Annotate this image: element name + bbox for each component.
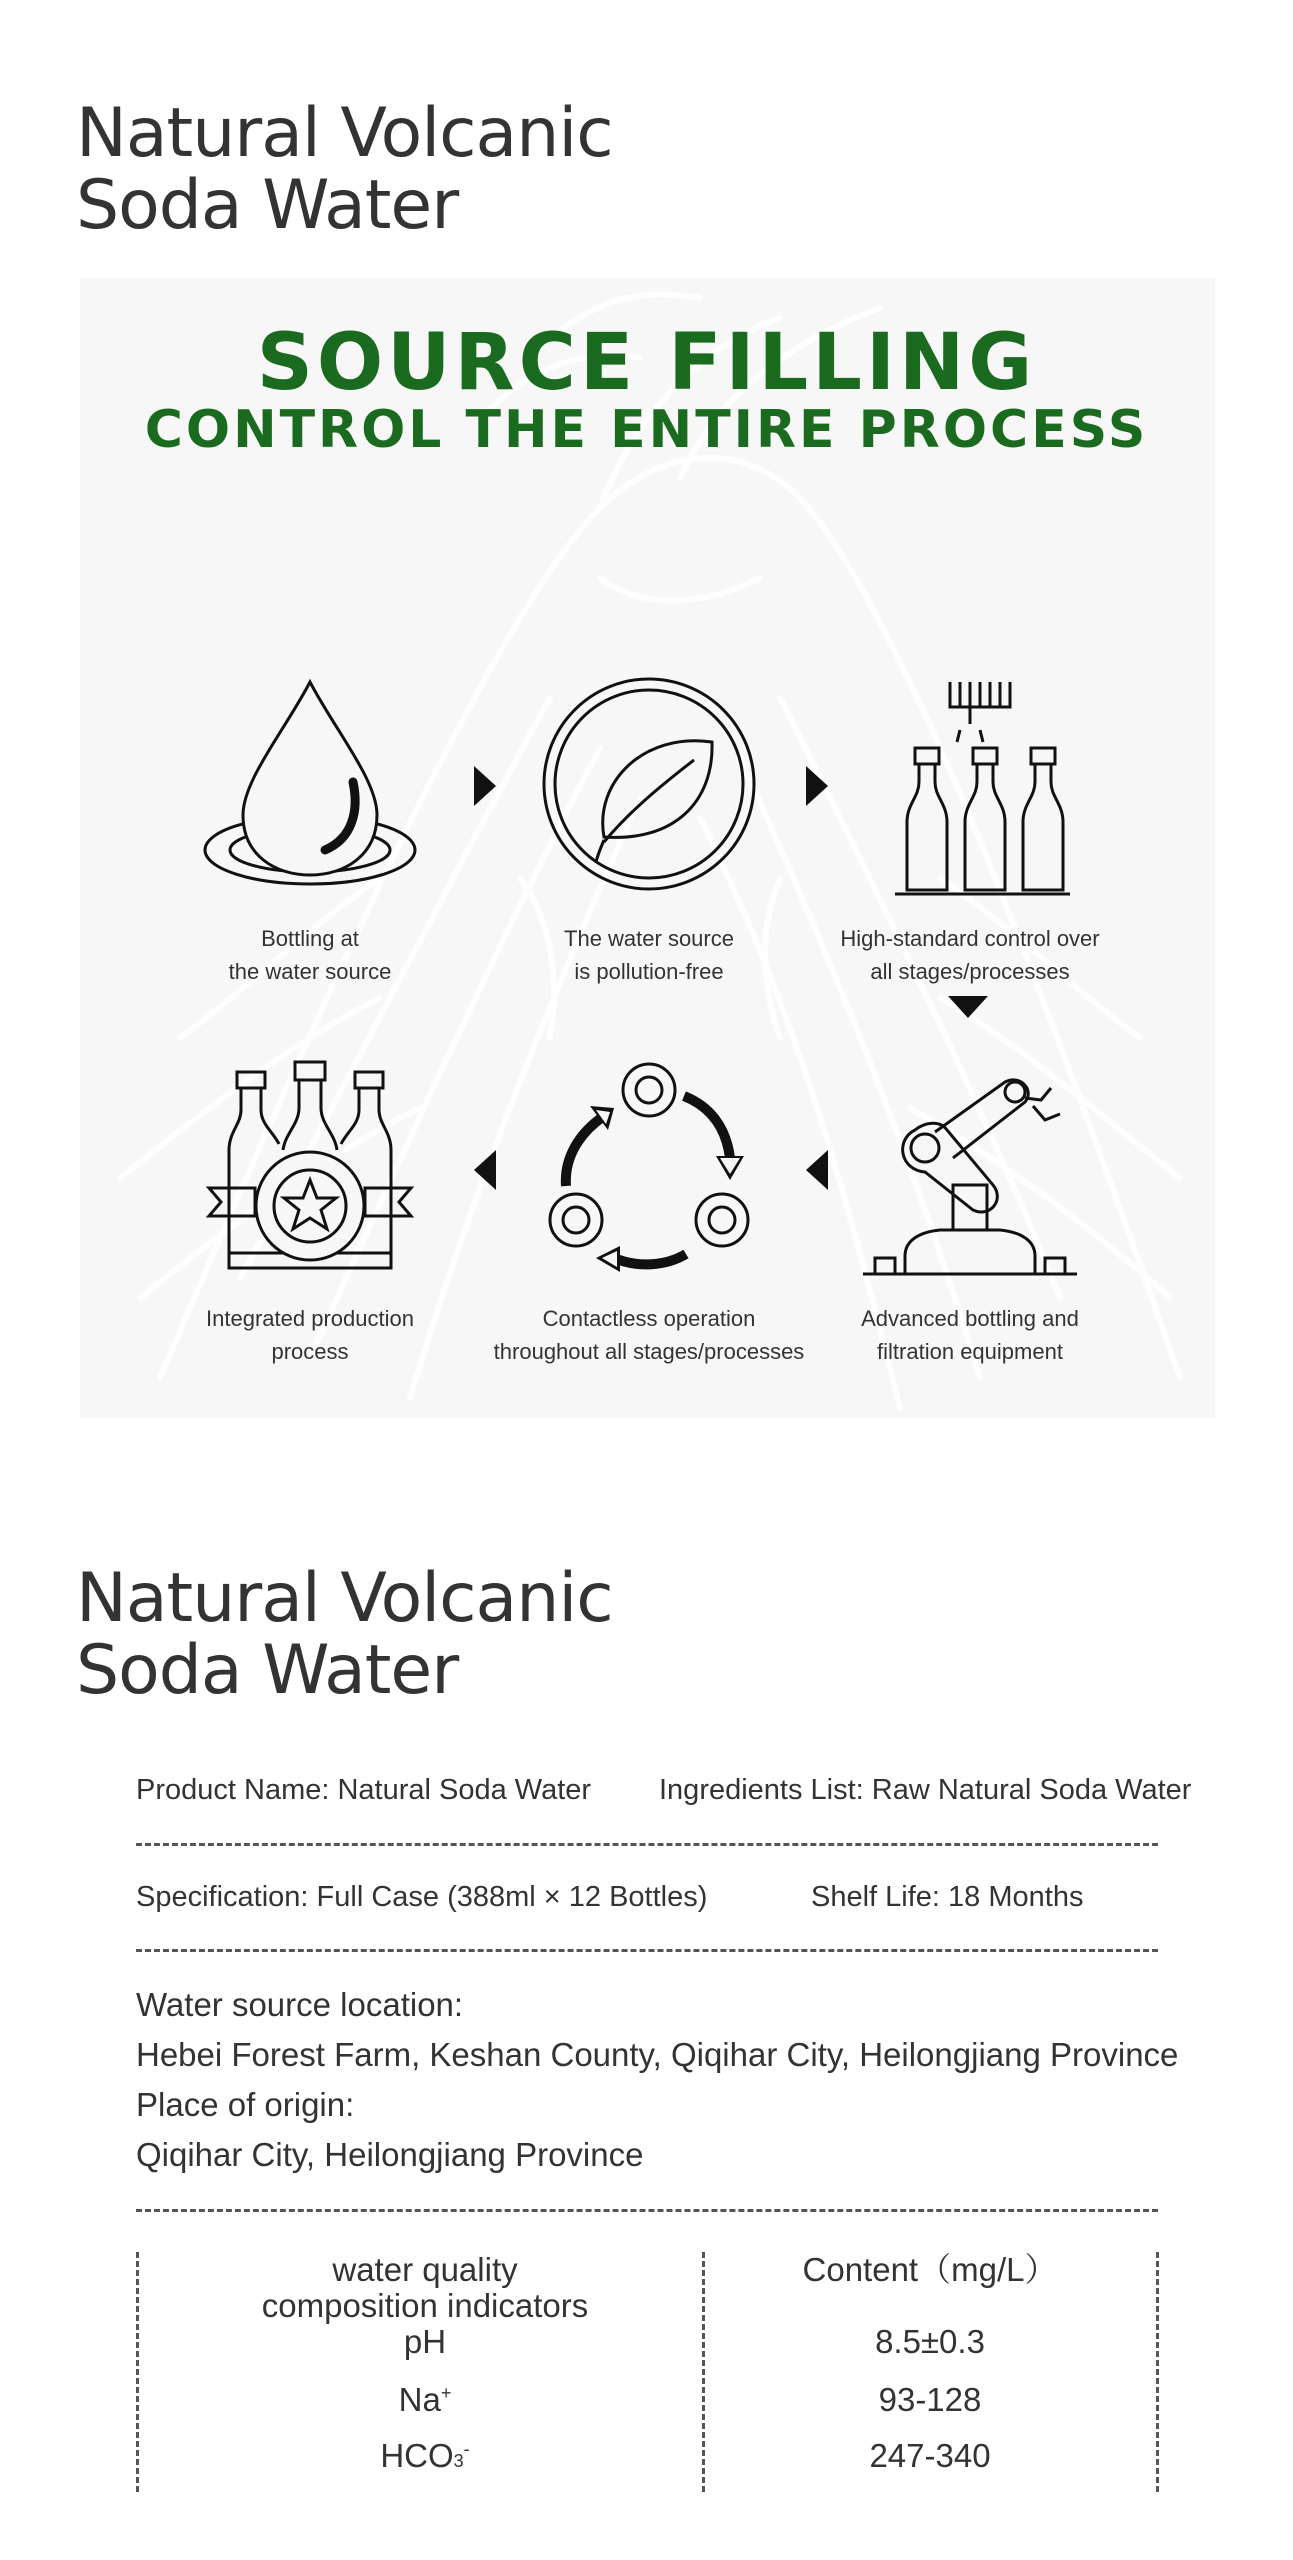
flow-arrow-right (474, 766, 496, 806)
table-header-content: Content（mg/L） (802, 2251, 1058, 2288)
robot-arm-icon (855, 1060, 1085, 1280)
flow-arrow-right (806, 766, 828, 806)
step-high-standard-control (790, 672, 1150, 988)
header-line: water quality (332, 2251, 518, 2288)
indicator-name: HCO (380, 2437, 454, 2474)
water-source-label: Water source location: (136, 1986, 464, 2023)
heading-line: Natural Volcanic (76, 1559, 613, 1638)
step-integrated-production (130, 1058, 490, 1368)
divider (136, 1843, 1158, 1846)
hero-subtitle: CONTROL THE ENTIRE PROCESS (144, 400, 1149, 460)
table-row-indicator (150, 2438, 700, 2479)
award-bottles-icon (195, 1058, 425, 1280)
indicator-name: Na (398, 2381, 441, 2418)
page-heading-top (76, 94, 613, 245)
origin-value: Qiqihar City, Heilongjiang Province (136, 2136, 644, 2173)
divider (136, 1949, 1158, 1952)
table-row-value: 93-128 (878, 2381, 982, 2418)
divider (136, 2209, 1158, 2212)
origin-label: Place of origin: (136, 2086, 355, 2123)
table-row-indicator (150, 2324, 700, 2360)
flow-arrow-left (474, 1150, 496, 1190)
step-label: Contactless operation throughout all stages/processes (493, 1306, 805, 1364)
flow-arrow-down (948, 996, 988, 1018)
step-label: Bottling at the water source (228, 926, 392, 984)
product-name: Product Name: Natural Soda Water (136, 1774, 592, 1806)
indicator-subscript: 3 (453, 2451, 464, 2471)
step-label: High-standard control over all stages/processes (840, 926, 1100, 984)
flow-arrow-left (806, 1150, 828, 1190)
water-source-value: Hebei Forest Farm, Keshan County, Qiqihar City, Heilongjiang Province (136, 2036, 1179, 2073)
step-label: The water source is pollution-free (564, 926, 734, 984)
source-info (136, 1980, 1178, 2180)
water-drop-icon (195, 670, 425, 900)
heading-line: Soda Water (76, 1631, 459, 1710)
table-row-indicator (150, 2382, 700, 2418)
step-bottling-at-source (130, 670, 490, 988)
shelf-life: Shelf Life: 18 Months (811, 1881, 1084, 1913)
step-label: Integrated production process (206, 1306, 414, 1364)
table-row-value: 247-340 (869, 2437, 991, 2474)
table-row-value: 8.5±0.3 (875, 2323, 985, 2360)
heading-line: Natural Volcanic (76, 94, 613, 173)
hero-title: SOURCE FILLING (256, 318, 1037, 408)
cycle-icon (534, 1058, 764, 1280)
step-contactless-operation (469, 1058, 829, 1368)
step-advanced-equipment (790, 1060, 1150, 1368)
specification: Specification: Full Case (388ml × 12 Bottles) (136, 1881, 708, 1913)
leaf-icon (534, 672, 764, 900)
indicator-name: pH (403, 2323, 447, 2360)
page-heading-bottom (76, 1559, 613, 1710)
step-label: Advanced bottling and filtration equipment (861, 1306, 1079, 1364)
ingredients-list: Ingredients List: Raw Natural Soda Water (659, 1774, 1192, 1806)
header-line: composition indicators (261, 2287, 589, 2324)
indicator-charge: - (463, 2439, 470, 2459)
step-pollution-free (469, 672, 829, 988)
bottles-filling-icon (855, 672, 1085, 900)
indicator-charge: + (440, 2383, 452, 2403)
table-border-right (1156, 2252, 1159, 2492)
heading-line: Soda Water (76, 166, 459, 245)
table-border-left (136, 2252, 139, 2492)
table-header-indicator (150, 2252, 700, 2324)
table-divider (702, 2252, 705, 2492)
